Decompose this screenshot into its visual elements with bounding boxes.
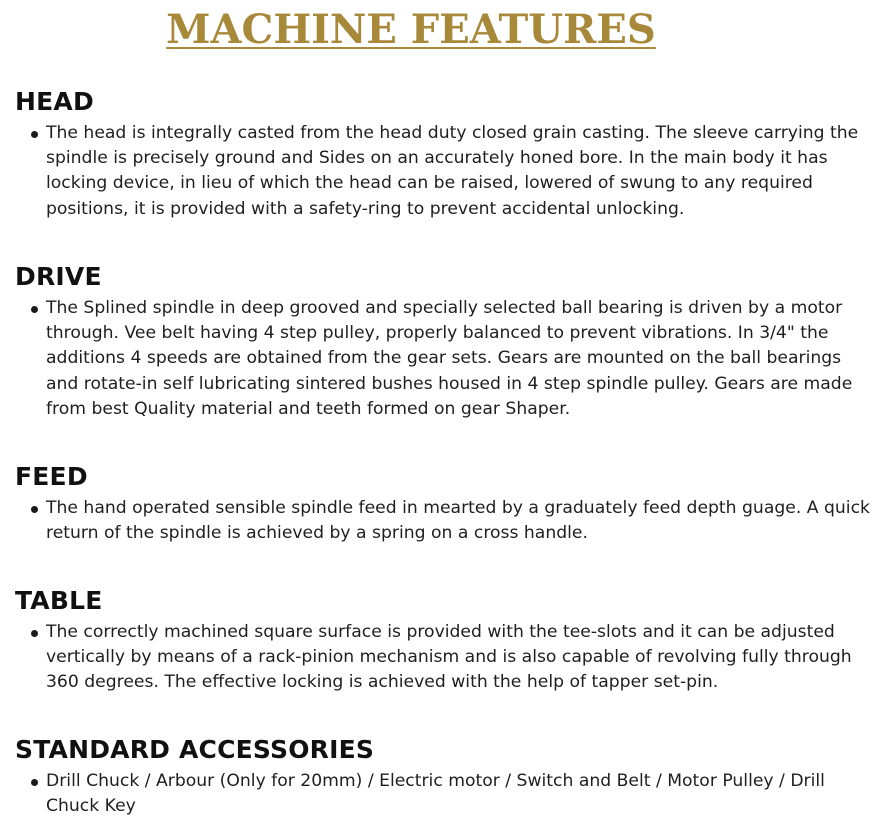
accessories-description: Drill Chuck / Arbour (Only for 20mm) / Electric motor / Switch and Belt / Motor Pulley / Drill Chuck Key (46, 771, 825, 817)
section-table (15, 585, 871, 696)
section-head (15, 86, 871, 222)
section-heading-head: HEAD (15, 87, 94, 116)
list-item (15, 496, 871, 546)
list-item (15, 296, 871, 422)
feed-description: The hand operated sensible spindle feed in mearted by a graduately feed depth guage. A quick return of the spindle is achieved by a spring on a cross handle. (46, 498, 870, 544)
section-heading-standard-accessories: STANDARD ACCESSORIES (15, 735, 375, 764)
head-feature-list (15, 121, 871, 222)
drive-feature-list (15, 296, 871, 422)
feed-feature-list (15, 496, 871, 546)
section-feed (15, 461, 871, 546)
bullet-icon (31, 131, 38, 138)
section-heading-feed: FEED (15, 462, 88, 491)
bullet-icon (31, 306, 38, 313)
section-heading-table: TABLE (15, 586, 103, 615)
list-item (15, 769, 871, 819)
list-item (15, 620, 871, 696)
bullet-icon (31, 779, 38, 786)
drive-description: The Splined spindle in deep grooved and specially selected ball bearing is driven by a motor through. Vee belt having 4 step pulley, properly balanced to prevent vibrations. In 3/4" the additions 4 speeds are obtained from the gear sets. Gears are mounted on the ball bearings and rotate-in self lubricating sintered bushes housed in 4 step spindle pulley. Gears are made from best Quality material and teeth formed on gear Shaper. (46, 298, 853, 419)
head-description: The head is integrally casted from the head duty closed grain casting. The sleeve carrying the spindle is precisely ground and Sides on an accurately honed bore. In the main body it has locking device, in lieu of which the head can be raised, lowered of swung to any required positions, it is provided with a safety-ring to prevent accidental unlocking. (46, 123, 859, 219)
list-item (15, 121, 871, 222)
section-heading-drive: DRIVE (15, 262, 102, 291)
section-standard-accessories (15, 734, 871, 819)
bullet-icon (31, 506, 38, 513)
table-feature-list (15, 620, 871, 696)
bullet-icon (31, 630, 38, 637)
section-drive (15, 261, 871, 422)
table-description: The correctly machined square surface is provided with the tee-slots and it can be adjusted vertically by means of a rack-pinion mechanism and is also capable of revolving fully through 360 degrees. The effective locking is achieved with the help of tapper set-pin. (46, 622, 852, 693)
page-title: MACHINE FEATURES (166, 6, 656, 53)
accessories-list (15, 769, 871, 819)
